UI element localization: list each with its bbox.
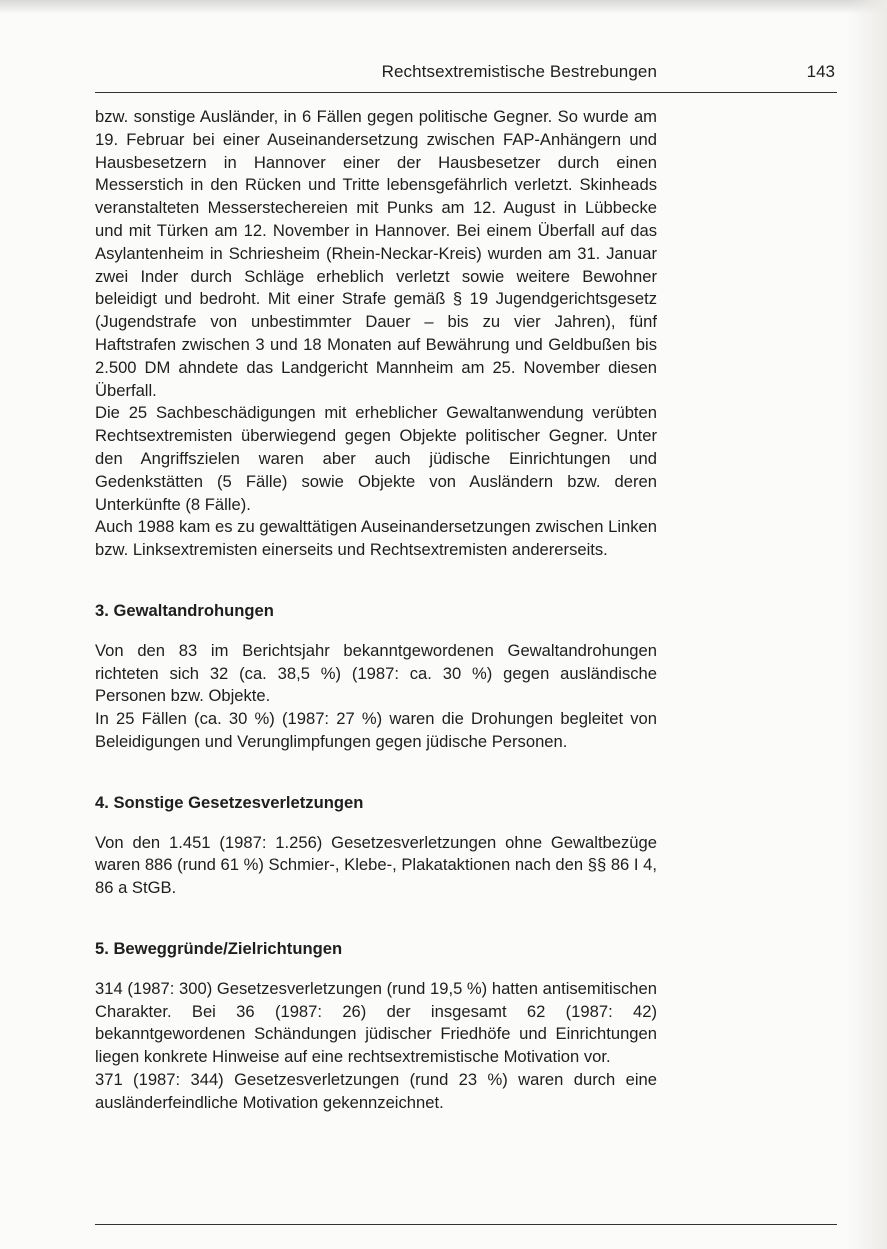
running-title: Rechtsextremistische Bestrebungen — [381, 62, 657, 81]
page-edge — [847, 0, 887, 1249]
footer-rule — [95, 1224, 837, 1225]
paragraph-threats-foreigners: Von den 83 im Berichtsjahr bekanntgewordenen Gewaltandrohungen richteten sich 32 (ca. 38,5 %) (1987: ca. 30 %) gegen ausländische Personen bzw. Objekte. — [95, 640, 657, 706]
page-body — [95, 106, 657, 1114]
paragraph-violence-cases: bzw. sonstige Ausländer, in 6 Fällen gegen politische Gegner. So wurde am 19. Februar bei einer Auseinandersetzung zwischen FAP-Anhängern und Hausbesetzern in Hannover einer der Hausbesetzer durch einen Messerstich in den Rücken und Tritte lebensgefährlich verletzt. Skinheads veranstalteten Messerstechereien mit Punks am 12. August in Lübbecke und mit Türken am 12. November in Hannover. Bei einem Überfall auf das Asylantenheim in Schriesheim (Rhein-Neckar-Kreis) wurden am 31. Januar zwei Inder durch Schläge erheblich verletzt sowie weitere Bewohner beleidigt und bedroht. Mit einer Strafe gemäß § 19 Jugendgerichtsgesetz (Jugendstrafe von unbestimmter Dauer – bis zu vier Jahren), fünf Haftstrafen zwischen 3 und 18 Monaten auf Bewährung und Geldbußen bis 2.500 DM ahndete das Landgericht Mannheim am 25. November diesen Überfall. — [95, 107, 657, 400]
paragraph-clashes-1988: Auch 1988 kam es zu gewalttätigen Auseinandersetzungen zwischen Linken bzw. Linksextremisten einerseits und Rechtsextremisten andererseits. — [95, 517, 657, 560]
section-heading-5: 5. Beweggründe/Zielrichtungen — [95, 938, 343, 958]
page-header — [95, 62, 837, 93]
paragraph-xenophobic: 371 (1987: 344) Gesetzesverletzungen (rund 23 %) waren durch eine ausländerfeindliche Motivation gekennzeichnet. — [95, 1069, 657, 1112]
section-heading-4: 4. Sonstige Gesetzesverletzungen — [95, 792, 364, 812]
section-heading-3: 3. Gewaltandrohungen — [95, 600, 274, 620]
paragraph-antisemitic: 314 (1987: 300) Gesetzesverletzungen (rund 19,5 %) hatten antisemitischen Charakter. Bei 36 (1987: 26) der insgesamt 62 (1987: 42) bekanntgewordenen Schändungen jüdischer Friedhöfe und Einrichtungen liegen konkrete Hinweise auf eine rechtsextremistische Motivation vor. — [95, 978, 657, 1067]
paragraph-threats-jewish: In 25 Fällen (ca. 30 %) (1987: 27 %) waren die Drohungen begleitet von Beleidigungen und Verunglimpfungen gegen jüdische Personen. — [95, 709, 657, 751]
scan-shadow — [0, 0, 887, 14]
paragraph-property-damage: Die 25 Sachbeschädigungen mit erheblicher Gewaltanwendung verübten Rechtsextremisten überwiegend gegen Objekte politischer Gegner. Unter den Angriffszielen waren aber auch jüdische Einrichtungen und Gedenkstätten (5 Fälle) sowie Objekte von Ausländern bzw. deren Unterkünfte (8 Fälle). — [95, 403, 657, 514]
page-number: 143 — [806, 62, 835, 81]
paragraph-other-violations: Von den 1.451 (1987: 1.256) Gesetzesverletzungen ohne Gewaltbezüge waren 886 (rund 61 %) Schmier-, Klebe-, Plakataktionen nach den §§ 86 I 4, 86 a StGB. — [95, 832, 657, 898]
